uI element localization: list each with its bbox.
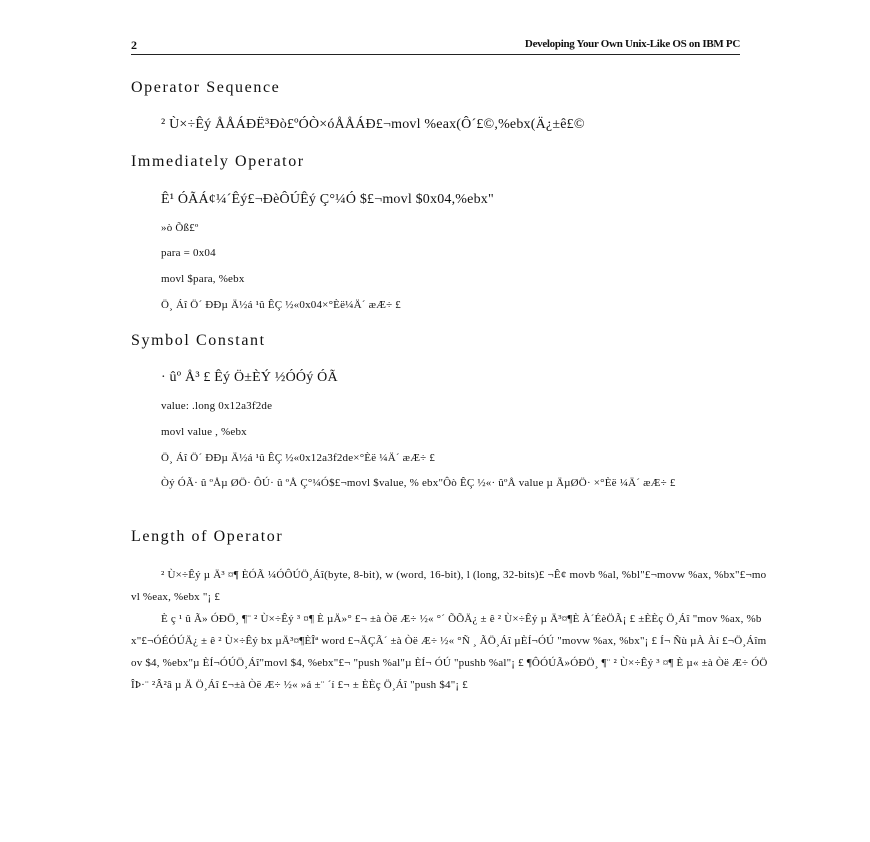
code-line: value: .long 0x12a3f2de xyxy=(161,400,273,412)
body-line: Ö¸ Áî Ö´ ÐÐµ Ä½á ¹û ÊÇ ½«0x12a3f2de×°Èë ¼Ä´ æÆ÷ £ xyxy=(161,452,436,464)
paragraph-text: È ç ¹ û Ã» ÓÐÖ¸ ¶¨ ² Ù×÷Êý ³ ¤¶ È µÄ»° £¬ ±à Òë Æ÷ ½« °´ ÕÕÄ¿ ± ê ² Ù×÷Êý µ Ä³¤¶È À´ÉèÖÃ¡ £ ±ÈÈç Ö¸Áî "mov %ax, %bx"£¬ÓÉÓÚÄ¿ ± ê ² Ù×÷Êý bx µÄ³¤¶ÈÎª word £¬ÄÇÃ´ ±à Òë Æ÷ ½« °Ñ ¸ ÃÖ¸Áî µÈÍ¬ÓÚ "movw %ax, %bx"¡ £ Í¬ Ñù µÀ Àí £¬Ö¸Áîmov $4, %ebx"µ ÈÍ¬ÓÚÖ¸Áî"movl $4, %ebx"£¬ "push %al"µ ÈÍ¬ ÓÚ "pushb %al"¡ £ ¶ÔÓÚÃ»ÓÐÖ¸ ¶¨ ² Ù×÷Êý ³ ¤¶ È µ« ±à Òë Æ÷ ÓÖ ÎÞ·¨ ²Â²â µ Ä Ö¸Áî £¬±à Òë Æ÷ ½« »á ±¨ ´í £¬ ± ÈÈç Ö¸Áî "push $4"¡ £ xyxy=(131,613,768,691)
running-title: Developing Your Own Unix-Like OS on IBM PC xyxy=(524,38,740,50)
body-line: »ò Õß£º xyxy=(161,222,199,234)
section-heading-length-of-operator: Length of Operator xyxy=(131,528,284,545)
code-line: movl value , %ebx xyxy=(161,426,247,438)
page-number: 2 xyxy=(131,38,137,52)
page-header xyxy=(131,38,740,55)
code-line: para = 0x04 xyxy=(161,247,216,259)
body-line: · ûº Å³ £ Êý Ö±ÈÝ ½ÓÓý ÓÃ xyxy=(161,370,338,385)
paragraph-text: Òý ÓÃ· û ºÅµ ØÖ· ÔÚ· û ºÅ Ç°¼Ó$£¬movl $value, % ebx"Ôò ÊÇ ½«· ûºÅ value µ ÄµØÖ· ×°Èë ¼Ä´ æÆ÷ £ xyxy=(161,477,676,489)
body-paragraph xyxy=(131,472,771,494)
paragraph-text: ² Ù×÷Êý µ Ä³ ¤¶ ÈÓÃ ¼ÓÔÚÖ¸Áî(byte, 8-bit), w (word, 16-bit), l (long, 32-bits)£ ¬Ê¢ movb %al, %bl"£¬movw %ax, %bx"£¬movl %eax, %ebx "¡ £ xyxy=(131,569,767,603)
body-line: ² Ù×÷Êý ÅÅÁÐË³Ðò£ºÓÒ×óÅÅÁÐ£¬movl %eax(Ô´£©,%ebx(Ä¿±ê£© xyxy=(161,117,585,132)
section-heading-operator-sequence: Operator Sequence xyxy=(131,79,281,96)
body-line: Ö¸ Áî Ö´ ÐÐµ Ä½á ¹û ÊÇ ½«0x04×°Èë¼Ä´ æÆ÷ £ xyxy=(161,299,401,311)
body-line: Ê¹ ÓÃÁ¢¼´Êý£¬ÐèÔÚÊý Ç°¼Ó $£¬movl $0x04,%ebx" xyxy=(161,192,494,207)
code-line: movl $para, %ebx xyxy=(161,273,245,285)
body-paragraph xyxy=(131,608,771,696)
section-heading-symbol-constant: Symbol Constant xyxy=(131,332,266,349)
section-heading-immediately-operator: Immediately Operator xyxy=(131,153,305,170)
body-paragraph xyxy=(131,564,771,608)
